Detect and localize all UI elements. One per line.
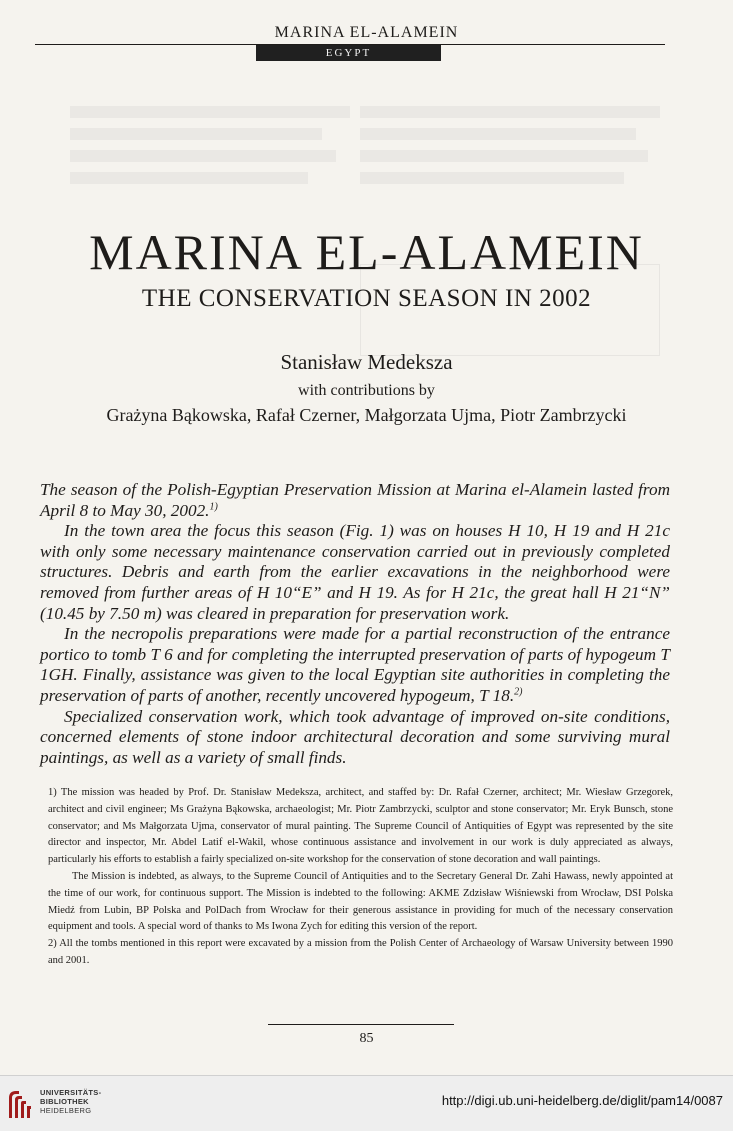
page-number: 85 bbox=[359, 1031, 374, 1046]
paragraph-text: The season of the Polish-Egyptian Preservation Mission at Marina el-Alamein lasted from April 8 to May 30, 2002. bbox=[40, 480, 670, 520]
body-paragraph: Specialized conservation work, which took advantage of improved on-site conditions, concerned elements of stone indoor architectural decoration and some surviving mural paintings, as well as a variety of small finds. bbox=[40, 706, 670, 767]
contributor-names: Grażyna Bąkowska, Rafał Czerner, Małgorzata Ujma, Piotr Zambrzycki bbox=[106, 405, 627, 425]
footnote-continuation: The Mission is indebted, as always, to the Supreme Council of Antiquities and to the Secretary General Dr. Zahi Hawass, newly appointed at the time of our work, for continuous support. The Mission is indebted to the following: AKME Zdzisław Wiśniewski from Wrocław, DSI Polska Miedź from Lubin, BP Polska and PolDach from Wrocław for their generous assistance in providing for much of the necessary conservation equipment and tools. A special word of thanks to Ms Iwona Zych for editing this version of the report. bbox=[48, 870, 673, 933]
footnote: 1) The mission was headed by Prof. Dr. Stanisław Medeksza, architect, and staffed by: Dr. Rafał Czerner, architect; Mr. Wiesław Grzegorek, architect and civil engineer; Ms Grażyna Bąkowska, archaeologist; Mr. Piotr Zambrzycki, sculptor and stone conservator; Mr. Eryk Bunsch, stone conservator; and Ms Małgorzata Ujma, conservator of mural painting. The Supreme Council of Antiquities of Egypt was represented by the site director and inspector, Mr. Abdel Latif el-Wakil, whose continuous assistance and involvement in our work is duly appreciated as always, particularly his efforts to establish a fairly specialized on-site workshop for the conservation of stone decoration and wall paintings. bbox=[48, 787, 673, 866]
footnote-ref[interactable]: 1) bbox=[209, 500, 218, 512]
article-subtitle: THE CONSERVATION SEASON IN 2002 bbox=[141, 285, 592, 312]
library-name bbox=[40, 1088, 101, 1115]
library-name-line: UNIVERSITÄTS- bbox=[40, 1088, 102, 1097]
body-paragraph: In the town area the focus this season (Fig. 1) was on houses H 10, H 19 and H 21c with only some necessary maintenance conservation carried out in previously completed structures. Debris and earth from the earlier excavations in the neighborhood were removed from further areas of H 10“E” and H 19. As for H 21c, the great hall H 21“N” (10.45 by 7.50 m) was cleared in preparation for preservation work. bbox=[40, 521, 670, 623]
footer-rule bbox=[268, 1024, 454, 1025]
university-library-logo-icon[interactable] bbox=[6, 1088, 36, 1120]
contributions-label: with contributions by bbox=[298, 382, 435, 399]
library-name-line: BIBLIOTHEK bbox=[40, 1097, 89, 1106]
running-title: MARINA EL-ALAMEIN bbox=[274, 24, 459, 41]
digital-library-bar bbox=[0, 1075, 733, 1131]
article-title: MARINA EL-ALAMEIN bbox=[89, 224, 644, 280]
permalink-url[interactable]: http://digi.ub.uni-heidelberg.de/diglit/pam14/0087 bbox=[441, 1093, 723, 1108]
article-body bbox=[40, 480, 670, 768]
author-name: Stanisław Medeksza bbox=[280, 350, 453, 374]
library-name-line: HEIDELBERG bbox=[40, 1106, 92, 1115]
show-through-left bbox=[70, 100, 350, 220]
body-paragraph bbox=[40, 624, 670, 706]
body-paragraph bbox=[40, 480, 670, 521]
footnote-ref[interactable]: 2) bbox=[514, 686, 523, 698]
footnotes bbox=[48, 785, 673, 970]
paragraph-text: In the necropolis preparations were made for a partial reconstruction of the entrance portico to tomb T 6 and for completing the interrupted preservation of parts of hypogeum T 1GH. Finally, assistance was given to the local Egyptian site authorities in completing the preservation of parts of another, recently uncovered hypogeum, T 18. bbox=[40, 624, 670, 705]
section-tab: EGYPT bbox=[256, 45, 441, 61]
footnote: 2) All the tombs mentioned in this report were excavated by a mission from the Polish Center of Archaeology of Warsaw University between 1990 and 2001. bbox=[48, 938, 673, 966]
